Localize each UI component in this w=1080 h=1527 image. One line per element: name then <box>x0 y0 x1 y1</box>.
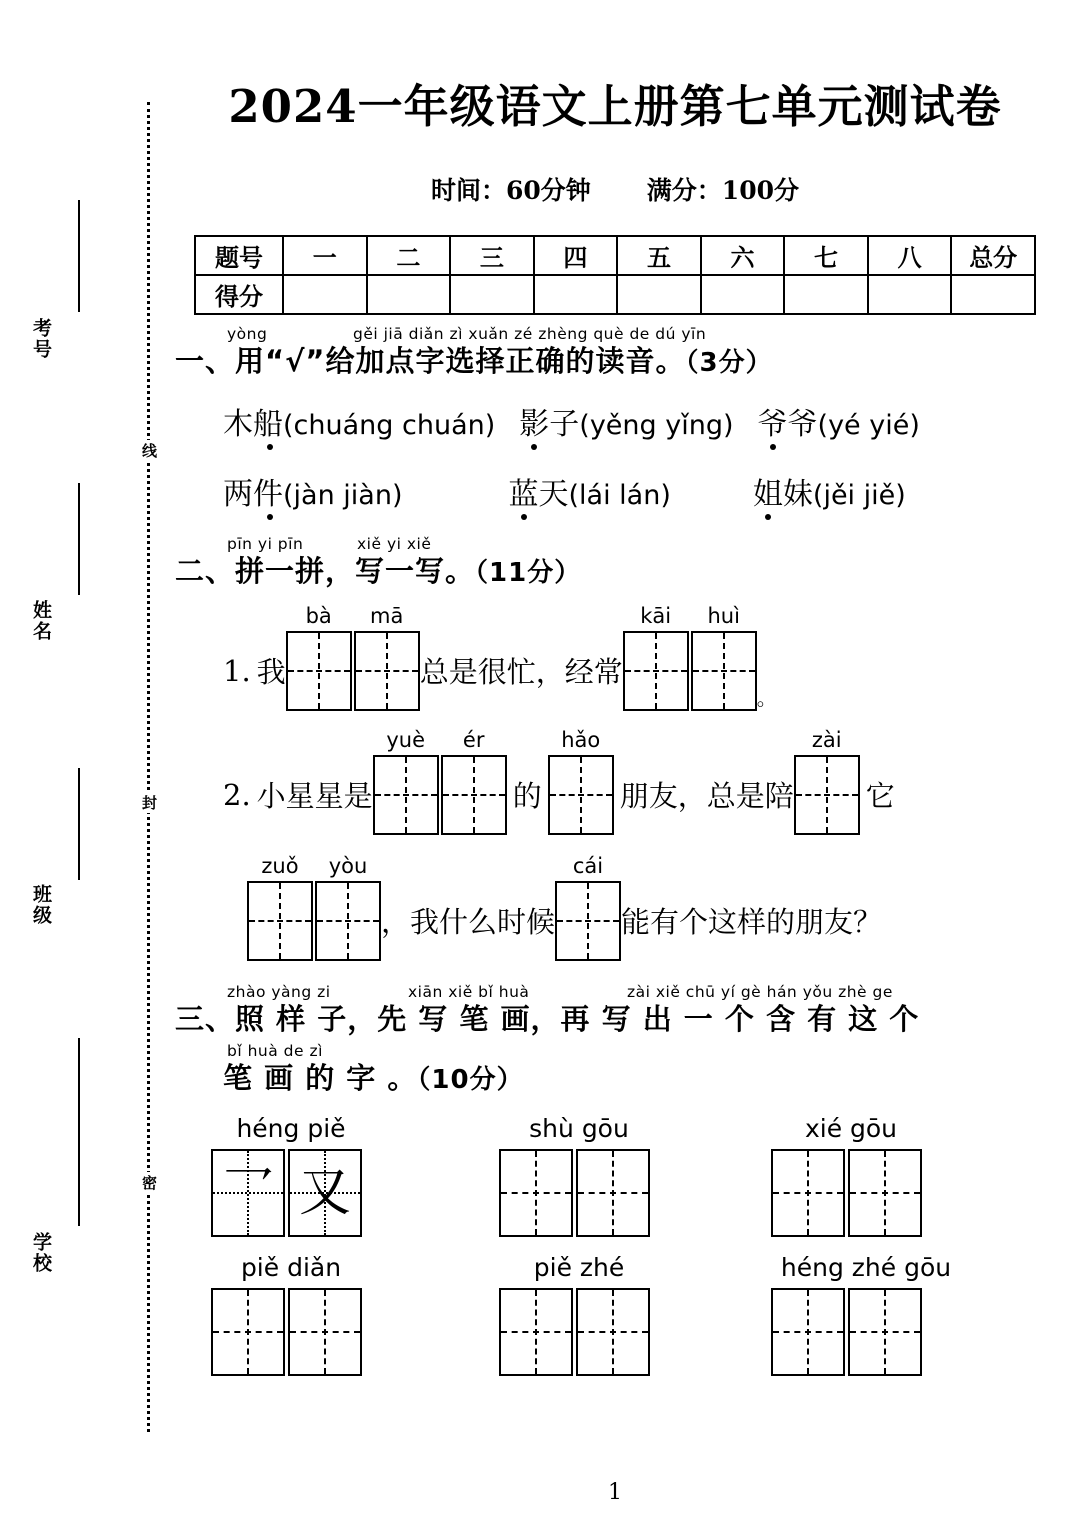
stroke-cell-piedian <box>211 1253 499 1376</box>
q2-slot-zuoyou[interactable] <box>247 853 381 961</box>
score-table-header-row <box>195 236 1035 275</box>
field-label-banji: 班级 <box>30 884 52 926</box>
q1-word-4: 两件 <box>223 476 283 512</box>
score-cell-1[interactable] <box>283 275 367 314</box>
seal-char-xian: 线 <box>138 440 160 461</box>
page-number: 1 <box>608 1480 622 1505</box>
writing-grid-box[interactable] <box>576 1288 650 1376</box>
stroke-row-1 <box>211 1114 1055 1237</box>
q2-item-2-text-b: 的 <box>512 779 542 814</box>
q2-pinyin-zuo: zuǒ <box>261 853 299 878</box>
q2-pinyin-you: yòu <box>328 853 368 878</box>
q2-item-1 <box>223 603 1055 711</box>
score-col-total: 总分 <box>951 236 1035 275</box>
q2-pinyin-hui: huì <box>707 603 740 628</box>
question-1-text: 用“√”给加点字选择正确的读音。 <box>235 344 686 378</box>
field-rule-xingming <box>78 483 80 595</box>
score-cell-6[interactable] <box>701 275 785 314</box>
writing-grid-box[interactable] <box>848 1288 922 1376</box>
question-3-text-line-1: 照 样 子，先 写 笔 画，再 写 出 一 个 含 有 这 个 <box>235 1001 920 1036</box>
q2-item-2-text-c: 朋友，总是陪 <box>619 779 794 814</box>
seal-char-feng: 封 <box>138 792 160 813</box>
q1-item-jiemei[interactable] <box>753 469 906 513</box>
writing-grid-box[interactable] <box>848 1149 922 1237</box>
q1-word-5: 蓝天 <box>508 476 569 512</box>
stroke-example-box[interactable] <box>211 1149 285 1237</box>
question-2 <box>175 534 1055 961</box>
field-label-xuexiao: 学校 <box>30 1232 52 1274</box>
writing-grid-box[interactable] <box>499 1149 573 1237</box>
writing-grid-box[interactable] <box>576 1149 650 1237</box>
q1-options-2[interactable]: (yěng yǐng) <box>579 409 734 441</box>
score-table-value-row <box>195 275 1035 314</box>
q2-pinyin-ba: bà <box>305 603 332 628</box>
score-cell-7[interactable] <box>784 275 868 314</box>
q2-continuation-text-a: ，我什么时候 <box>381 905 556 940</box>
writing-grid-box[interactable] <box>691 631 757 711</box>
stroke-char-you: 又 <box>298 1163 351 1224</box>
writing-grid-box[interactable] <box>794 755 860 835</box>
q2-item-2-text-d: 它 <box>865 779 895 814</box>
field-rule-xuexiao <box>78 1038 80 1226</box>
writing-grid-box[interactable] <box>373 755 439 835</box>
question-2-points: （11分） <box>475 557 582 588</box>
question-1-points: （3分） <box>685 348 773 378</box>
score-cell-3[interactable] <box>450 275 534 314</box>
q2-item-2-slot-hao[interactable] <box>548 727 614 835</box>
q2-item-1-text-c: 。 <box>756 685 777 710</box>
emphasis-dot <box>267 444 273 450</box>
question-3-pinyin-d: bǐ huà de zì <box>227 1042 323 1061</box>
q2-pinyin-kai: kāi <box>640 603 672 628</box>
emphasis-dot <box>531 444 537 450</box>
emphasis-dot <box>521 514 527 520</box>
field-rule-kaohao <box>78 200 80 312</box>
question-1-number: 一、 <box>175 344 236 378</box>
q2-pinyin-er: ér <box>462 727 485 752</box>
stroke-label-hengpie: héng piě <box>236 1114 346 1144</box>
writing-grid-box[interactable] <box>771 1288 845 1376</box>
score-col-2: 二 <box>367 236 451 275</box>
q1-item-muchuan[interactable] <box>223 399 495 443</box>
question-3 <box>175 982 1055 1376</box>
stroke-glyph-hengpie: 乛 <box>221 1163 274 1224</box>
score-col-7: 七 <box>784 236 868 275</box>
score-cell-8[interactable] <box>868 275 952 314</box>
stroke-cell-shugou <box>499 1114 771 1237</box>
score-table <box>194 235 1036 315</box>
q1-options-3[interactable]: (yé yié) <box>817 409 920 441</box>
question-1-row-1 <box>223 399 1055 443</box>
q2-item-1-text-a: 我 <box>256 655 286 690</box>
stroke-cell-xiegou <box>771 1114 1031 1237</box>
q2-item-2-slot-zai[interactable] <box>794 727 860 835</box>
page-title: 2024一年级语文上册第七单元测试卷 <box>228 80 1002 133</box>
q2-pinyin-cai: cái <box>572 853 604 878</box>
question-3-number: 三、 <box>175 1001 236 1036</box>
score-cell-4[interactable] <box>534 275 618 314</box>
score-col-4: 四 <box>534 236 618 275</box>
emphasis-dot <box>770 444 776 450</box>
question-1-heading <box>175 325 1055 379</box>
emphasis-dot <box>765 514 771 520</box>
stroke-cell-hengzhegou <box>771 1253 1031 1376</box>
question-2-number: 二、 <box>175 553 236 588</box>
writing-grid-box[interactable] <box>315 881 381 961</box>
q2-pinyin-hao: hǎo <box>561 727 601 752</box>
writing-grid-box[interactable] <box>771 1149 845 1237</box>
q1-word-6: 姐妹 <box>752 476 813 512</box>
exam-time: 时间：60分钟 <box>431 176 591 205</box>
question-3-pinyin-b: xiān xiě bǐ huà <box>408 982 530 1001</box>
q1-item-yingzi[interactable] <box>519 399 733 443</box>
writing-grid-box[interactable] <box>555 881 621 961</box>
writing-grid-box[interactable] <box>354 631 420 711</box>
stroke-label-hengzhegou: héng zhé gōu <box>780 1253 952 1283</box>
seal-dotted-line <box>147 102 150 1432</box>
exam-sheet <box>175 0 1055 1527</box>
q1-word-3: 爷爷 <box>757 406 818 442</box>
score-col-6: 六 <box>701 236 785 275</box>
stroke-label-piezhe: piě zhé <box>533 1253 625 1283</box>
q2-item-1-slot-kaihui[interactable] <box>623 603 757 711</box>
score-cell-2[interactable] <box>367 275 451 314</box>
score-cell-5[interactable] <box>617 275 701 314</box>
stroke-label-shugou: shù gōu <box>529 1114 629 1144</box>
stroke-label-piedian: piě diǎn <box>240 1253 342 1283</box>
q2-pinyin-yue: yuè <box>386 727 426 752</box>
writing-grid-box[interactable] <box>211 1288 285 1376</box>
q2-continuation-text-b: 能有个这样的朋友？ <box>621 905 883 940</box>
writing-grid-box[interactable] <box>441 755 507 835</box>
question-1-pinyin-b: gěi jiā diǎn zì xuǎn zé zhèng què de dú yīn <box>353 325 707 343</box>
score-table-label-tihao: 题号 <box>195 236 283 275</box>
emphasis-dot <box>267 514 273 520</box>
q1-item-liangjian[interactable] <box>223 469 403 513</box>
stroke-practice-grid <box>175 1114 1055 1376</box>
q2-pinyin-ma: mā <box>370 603 404 628</box>
q1-word-2: 影子 <box>519 406 580 442</box>
q2-item-2-index: 2. <box>223 777 251 812</box>
score-col-3: 三 <box>450 236 534 275</box>
question-2-pinyin-b: xiě yi xiě <box>357 534 432 553</box>
q2-item-2-continuation <box>247 853 1055 961</box>
q1-options-4[interactable]: (jàn jiàn) <box>283 479 403 511</box>
writing-grid-box[interactable] <box>288 1288 362 1376</box>
q1-options-6[interactable]: (jěi jiě) <box>812 479 906 511</box>
question-1 <box>175 325 1055 513</box>
q2-pinyin-zai: zài <box>811 727 842 752</box>
q1-item-yeye[interactable] <box>758 399 920 443</box>
writing-grid-box[interactable] <box>286 631 352 711</box>
stroke-cell-piezhe <box>499 1253 771 1376</box>
exam-total-score: 满分：100分 <box>646 176 799 205</box>
question-1-row-2 <box>223 469 1055 513</box>
stroke-label-xiegou: xié gōu <box>804 1114 898 1144</box>
seal-char-mi: 密 <box>138 1172 160 1193</box>
score-col-5: 五 <box>617 236 701 275</box>
writing-grid-box[interactable] <box>247 881 313 961</box>
stroke-example-char-box[interactable] <box>288 1149 362 1237</box>
q1-item-lantian[interactable] <box>509 469 671 513</box>
q1-options-5[interactable]: (lái lán) <box>568 479 671 511</box>
question-3-text-line-2: 笔 画 的 字 。 <box>223 1061 418 1096</box>
writing-grid-box[interactable] <box>548 755 614 835</box>
exam-left-margin <box>0 0 175 1527</box>
question-2-text: 拼一拼，写一写。 <box>235 553 476 588</box>
stroke-row-2 <box>211 1253 1055 1376</box>
q2-item-2 <box>223 727 1055 835</box>
question-2-heading <box>175 534 1055 589</box>
score-col-8: 八 <box>868 236 952 275</box>
question-3-heading-line-1 <box>175 982 1055 1036</box>
question-3-pinyin-c: zài xiě chū yí gè hán yǒu zhè ge <box>627 982 893 1001</box>
q1-word-1: 木船 <box>223 406 283 442</box>
q2-item-1-slot-bama[interactable] <box>286 603 420 711</box>
exam-meta <box>175 171 1055 207</box>
stroke-cell-hengpie <box>211 1114 499 1237</box>
field-label-xingming: 姓名 <box>30 600 52 642</box>
writing-grid-box[interactable] <box>623 631 689 711</box>
question-1-pinyin-a: yòng <box>227 325 268 343</box>
score-col-1: 一 <box>283 236 367 275</box>
q2-item-2-text-a: 小星星是 <box>256 779 373 814</box>
question-3-points: （10分） <box>417 1065 524 1096</box>
question-3-heading-line-2 <box>223 1042 1055 1096</box>
question-2-pinyin-a: pīn yi pīn <box>227 534 304 553</box>
field-rule-banji <box>78 768 80 880</box>
score-table-label-defen: 得分 <box>195 275 283 314</box>
question-3-pinyin-a: zhào yàng zi <box>227 982 331 1001</box>
field-label-kaohao: 考号 <box>30 318 52 360</box>
q2-item-1-index: 1. <box>223 653 251 688</box>
q2-slot-cai[interactable] <box>555 853 621 961</box>
score-cell-total[interactable] <box>951 275 1035 314</box>
q1-options-1[interactable]: (chuáng chuán) <box>283 409 496 441</box>
writing-grid-box[interactable] <box>499 1288 573 1376</box>
q2-item-1-text-b: 总是很忙，经常 <box>419 655 623 690</box>
q2-item-2-slot-yueer[interactable] <box>373 727 507 835</box>
